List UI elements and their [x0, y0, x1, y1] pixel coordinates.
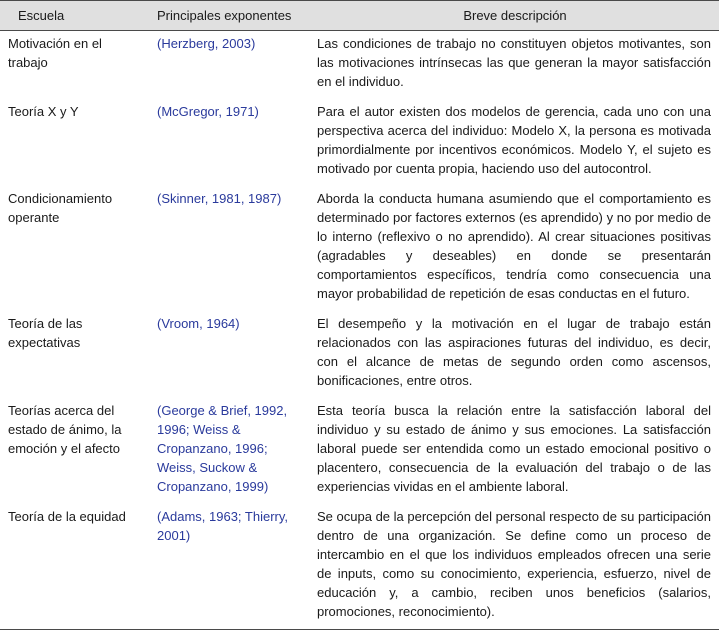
- header-row: [0, 1, 719, 31]
- cell-school: Teoría de las expectativas: [8, 316, 83, 350]
- cell-description: Las condiciones de trabajo no constituyen objetos motivantes, son las motivaciones intrínsecas las que generan la mayor satisfacción en el individuo.: [317, 36, 711, 89]
- header-description: Breve descripción: [311, 1, 719, 31]
- table-row: [0, 311, 719, 398]
- table-row: [0, 504, 719, 630]
- cell-school: Teoría X y Y: [8, 104, 79, 119]
- cell-authors-link[interactable]: (Vroom, 1964): [157, 316, 240, 331]
- cell-school: Motivación en el trabajo: [8, 36, 102, 70]
- cell-school: Teorías acerca del estado de ánimo, la emoción y el afecto: [8, 403, 122, 456]
- header-school: Escuela: [0, 1, 145, 31]
- table-row: [0, 99, 719, 186]
- table-row: [0, 398, 719, 504]
- cell-authors-link[interactable]: (McGregor, 1971): [157, 104, 259, 119]
- cell-school: Condicionamiento operante: [8, 191, 113, 225]
- table-row: [0, 31, 719, 100]
- cell-description: Se ocupa de la percepción del personal respecto de su participación dentro de una organización. Se define como un proceso de intercambio en el que los individuos empleados ofrecen una serie de inputs, como su conocimiento, experiencia, esfuerzo, nivel de educación y, a cambio, reciben unos beneficios (salarios, promociones, reconocimiento).: [311, 504, 719, 630]
- cell-authors-link[interactable]: (Skinner, 1981, 1987): [157, 191, 282, 206]
- cell-school: Teoría de la equidad: [0, 504, 145, 630]
- table-header: [0, 1, 719, 31]
- cell-description: Aborda la conducta humana asumiendo que el comportamiento es determinado por factores externos (es aprendido) y no por medio de lo interno (reflexivo o no aprendido). Al crear situaciones positivas (agradables y deseables) en donde se presentarán comportamientos específicos, tendría como consecuencia una mayor probabilidad de repetición de esas conductas en el futuro.: [317, 191, 711, 301]
- cell-authors-link[interactable]: (Adams, 1963; Thierry, 2001): [145, 504, 311, 630]
- cell-description: Esta teoría busca la relación entre la satisfacción laboral del individuo y su estado de ánimo y sus emociones. La satisfacción laboral puede ser entendida como un estado emocional positivo o placentero, consecuencia de la evaluación del trabajo o de las experiencias vividas en el ambiente laboral.: [317, 403, 711, 494]
- table-row: [0, 186, 719, 311]
- header-authors: Principales exponentes: [145, 1, 311, 31]
- cell-description: El desempeño y la motivación en el lugar de trabajo están relacionados con las aspiraciones futuras del individuo, es decir, con el alcance de metas de segundo orden como ascensos, bonificaciones, entre otros.: [317, 316, 711, 388]
- cell-authors-link[interactable]: (George & Brief, 1992, 1996; Weiss & Cropanzano, 1996; Weiss, Suckow & Cropanzano, 1999): [157, 403, 288, 494]
- table-body: [0, 31, 719, 630]
- cell-authors-link[interactable]: (Herzberg, 2003): [157, 36, 256, 51]
- cell-description: Para el autor existen dos modelos de gerencia, cada uno con una perspectiva acerca del individuo: Modelo X, la persona es motivada primordialmente por incentivos económicos. Modelo Y, el sujeto es motivado por cuenta propia, haciendo uso del autocontrol.: [317, 104, 711, 176]
